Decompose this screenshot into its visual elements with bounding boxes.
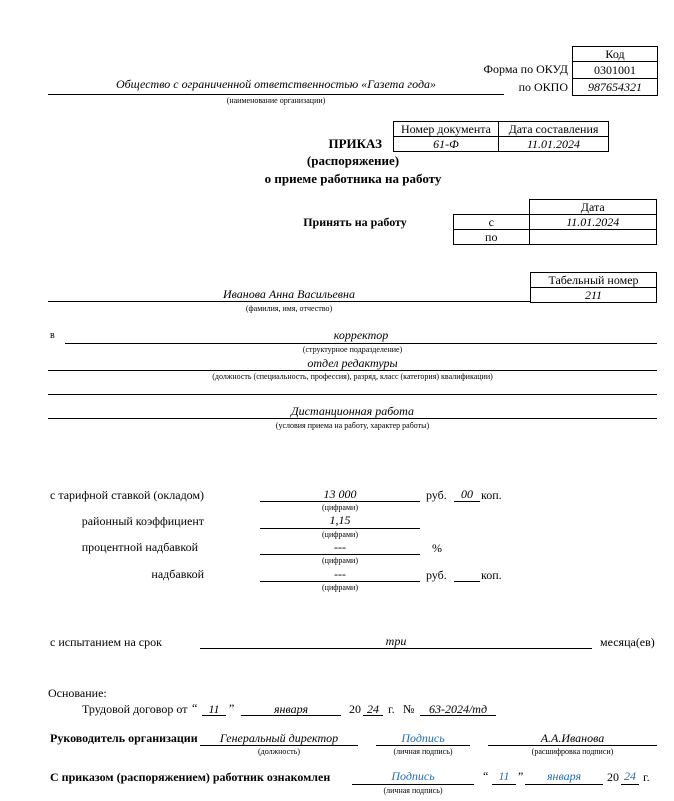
contract-number-line [420,715,496,716]
contract-year-unit: г. [388,702,395,716]
okpo-label: по ОКПО [518,80,568,94]
acknowledge-day-line [492,784,516,785]
conditions-caption: (условия приема на работу, характер работы) [275,421,430,430]
bonus-caption: (цифрами) [322,583,358,592]
coef-label: районный коэффициент [81,514,204,528]
position-caption: (должность (специальность, профессия), разряд, класс (категория) квалификации) [212,372,493,381]
percent-line [260,554,420,555]
probation-value: три [385,634,407,648]
conditions-line [48,418,657,419]
code-table [572,46,658,96]
acknowledge-day: 11 [498,769,510,783]
acknowledge-quote-close: ” [518,769,524,783]
bonus-kop: коп. [481,568,502,582]
doc-date: 11.01.2024 [499,137,609,152]
head-position: Генеральный директор [219,731,339,745]
rate-kop: коп. [481,488,502,502]
hire-label: Принять на работу [303,215,407,229]
employee-name-caption: (фамилия, имя, отчество) [245,304,333,313]
hire-date-header: Дата [529,200,657,215]
coef-caption: (цифрами) [322,530,358,539]
hire-from-date: 11.01.2024 [529,215,657,230]
hire-from-label: с [454,215,530,230]
acknowledge-month: января [546,769,582,783]
organization-caption: (наименование организации) [226,96,326,105]
contract-day: 11 [208,702,220,716]
rate-label: с тарифной ставкой (окладом) [50,488,205,502]
probation-unit: месяца(ев) [600,635,655,649]
contract-quote-open: “ [192,701,198,715]
acknowledge-month-line [525,784,603,785]
rate-kop-line [454,501,480,502]
head-signature-caption: (личная подпись) [393,747,453,756]
doc-number: 61-Ф [394,137,499,152]
head-name-caption: (расшифровка подписи) [531,747,614,756]
basis-label: Основание: [48,686,107,700]
rate-caption: (цифрами) [322,503,358,512]
head-name: А.А.Иванова [540,731,605,745]
position-line [48,370,657,371]
rate-value: 13 000 [323,487,357,501]
coef-line [260,528,420,529]
department-value: корректор [333,328,389,342]
contract-month: января [273,702,309,716]
hire-to-date [529,230,657,245]
in-label: в [50,330,55,341]
okud-label: Форма по ОКУД [483,62,568,76]
hire-date-table [453,199,657,245]
acknowledge-year-line [621,784,639,785]
hire-to-label: по [454,230,530,245]
probation-label: с испытанием на срок [50,635,162,649]
order-subtitle: (распоряжение) [306,153,400,168]
employee-name-line [48,301,530,302]
conditions-value: Дистанционная работа [291,404,414,418]
employee-name: Иванова Анна Васильевна [223,287,355,301]
percent-caption: (цифрами) [322,556,358,565]
acknowledge-year-prefix: 20 [607,770,619,784]
head-name-line [488,745,657,746]
order-title: ПРИКАЗ [328,136,382,151]
coef-value: 1,15 [329,513,351,527]
rate-line [260,501,420,502]
head-position-line [200,745,358,746]
extra-line [48,394,657,395]
percent-sign: % [432,541,442,555]
acknowledge-signature-line [352,784,474,785]
organization-line [48,94,504,95]
acknowledge-signature: Подпись [391,769,435,783]
department-caption: (структурное подразделение) [302,345,403,354]
code-header: Код [573,47,658,62]
doc-number-table [393,121,609,152]
bonus-line [260,581,420,582]
acknowledge-label: С приказом (распоряжением) работник ознакомлен [50,770,331,784]
contract-day-line [202,715,226,716]
doc-date-header: Дата составления [499,122,609,137]
contract-number-sign: № [403,702,415,716]
bonus-rub: руб. [426,568,447,582]
head-signature-line [376,745,470,746]
tab-number-header: Табельный номер [531,273,657,288]
department-line [65,343,657,344]
percent-label: процентной надбавкой [81,540,198,554]
rate-kop-value: 00 [461,487,473,501]
bonus-kop-line [454,581,480,582]
okpo-code: 987654321 [573,79,658,96]
percent-value: --- [334,540,346,554]
acknowledge-quote-open: “ [483,769,489,783]
rate-rub: руб. [426,488,447,502]
contract-quote-close: ” [229,701,235,715]
head-label: Руководитель организации [50,731,198,745]
bonus-value: --- [334,567,346,581]
acknowledge-signature-caption: (личная подпись) [383,786,443,795]
probation-line [200,648,592,649]
position-value: отдел редактуры [307,356,398,370]
contract-number: 63-2024/тд [428,702,488,716]
acknowledge-year-unit: г. [643,770,650,784]
head-signature: Подпись [401,731,445,745]
doc-number-header: Номер документа [394,122,499,137]
order-subject: о приеме работника на работу [264,171,442,186]
acknowledge-year-suffix: 24 [624,769,636,783]
tab-number: 211 [531,288,657,303]
okud-code: 0301001 [573,62,658,79]
contract-year-prefix: 20 [349,702,361,716]
contract-month-line [241,715,341,716]
contract-label: Трудовой договор от [82,702,188,716]
contract-year-suffix: 24 [367,702,379,716]
organization-name: Общество с ограниченной ответственностью «Газета года» [115,77,437,91]
bonus-label: надбавкой [151,567,204,581]
tab-number-table [530,272,657,303]
head-position-caption: (должность) [258,747,300,756]
contract-year-line [363,715,383,716]
